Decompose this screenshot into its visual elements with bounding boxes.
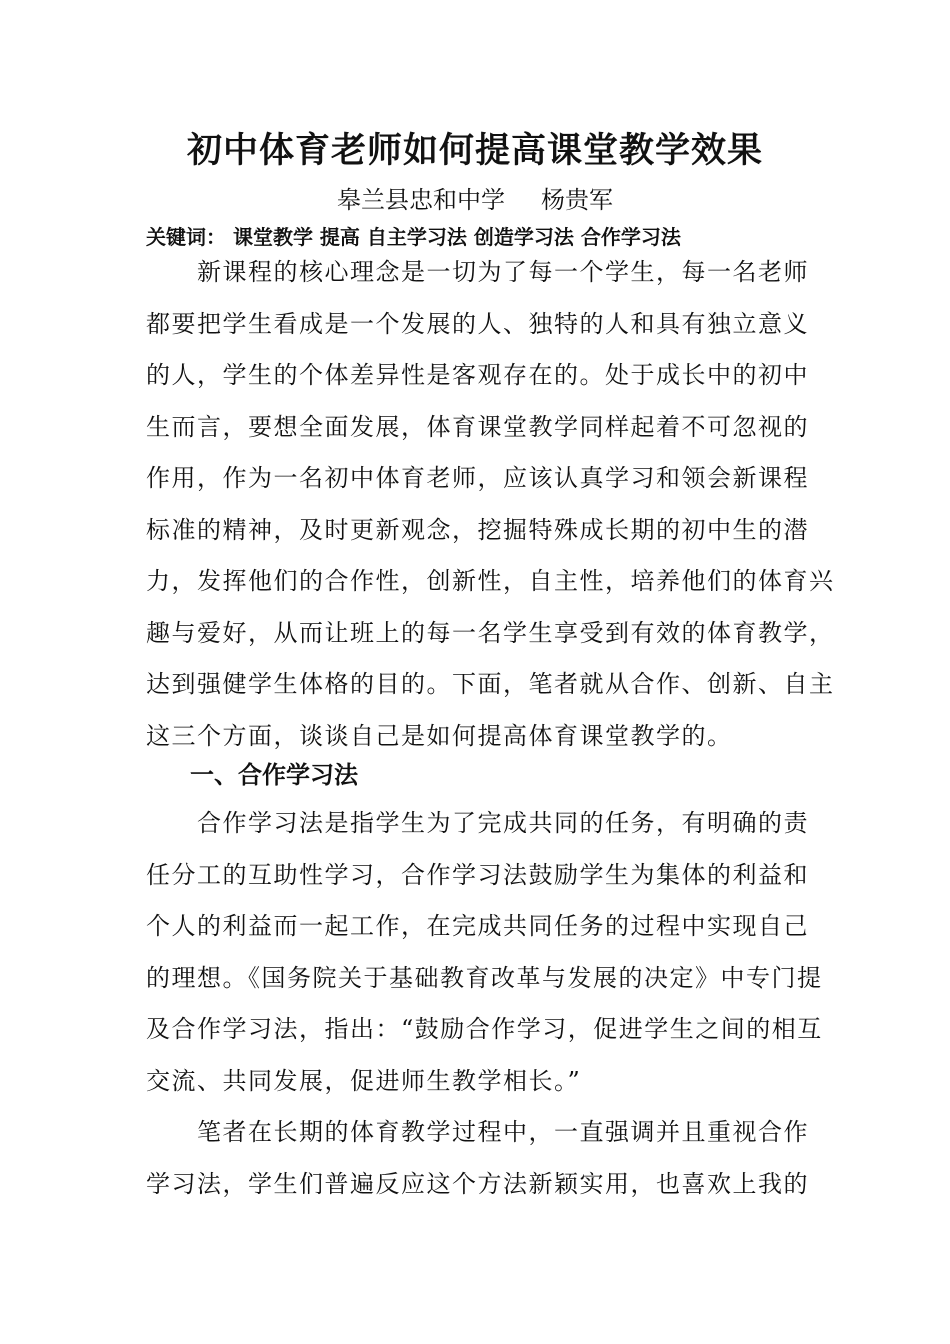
text-line: 新课程的核心理念是一切为了每一个学生，每一名老师: [146, 258, 809, 286]
keywords-list: 课堂教学 提高 自主学习法 创造学习法 合作学习法: [232, 225, 681, 249]
text-line: 合作学习法是指学生为了完成共同的任务，有明确的责: [146, 809, 809, 837]
paragraph-intro: [146, 247, 835, 762]
text-line: 标准的精神，及时更新观念，挖掘特殊成长期的初中生的潜: [146, 515, 809, 544]
text-line: 任分工的互助性学习，合作学习法鼓励学生为集体的利益和: [146, 860, 809, 889]
text-line: 达到强健学生体格的目的。下面，笔者就从合作、创新、自主: [146, 670, 835, 698]
text-line: 及合作学习法，指出：“鼓励合作学习，促进学生之间的相互: [146, 1015, 823, 1043]
paragraph-cooperative-definition: [146, 798, 823, 1107]
text-line: 的人，学生的个体差异性是客观存在的。处于成长中的初中: [146, 361, 809, 389]
author-name: 杨贵军: [541, 186, 613, 214]
text-line: 个人的利益而一起工作，在完成共同任务的过程中实现自己: [146, 912, 809, 940]
text-line: 趣与爱好，从而让班上的每一名学生享受到有效的体育教学，: [146, 618, 835, 647]
text-line: 笔者在长期的体育教学过程中，一直强调并且重视合作: [146, 1118, 809, 1146]
text-line: 的理想。《国务院关于基础教育改革与发展的决定》中专门提: [146, 963, 823, 992]
author-byline: [0, 184, 950, 216]
document-title: 初中体育老师如何提高课堂教学效果: [186, 130, 763, 171]
text-line: 力，发挥他们的合作性，创新性，自主性，培养他们的体育兴: [146, 567, 835, 595]
paragraph-author-experience: [146, 1107, 810, 1210]
text-line: 作用，作为一名初中体育老师，应该认真学习和领会新课程: [146, 464, 809, 492]
text-line: 这三个方面，谈谈自己是如何提高体育课堂教学的。: [146, 721, 733, 750]
text-line: 都要把学生看成是一个发展的人、独特的人和具有独立意义: [146, 309, 809, 338]
text-line: 生而言，要想全面发展，体育课堂教学同样起着不可忽视的: [146, 412, 809, 441]
author-school: 皋兰县忠和中学: [337, 186, 505, 214]
keywords-label: 关键词：: [146, 225, 226, 249]
text-line: 交流、共同发展，促进师生教学相长。”: [146, 1066, 582, 1095]
section-heading-cooperative-learning: 一、合作学习法: [190, 761, 358, 789]
text-line: 学习法，学生们普遍反应这个方法新颖实用，也喜欢上我的: [146, 1169, 809, 1198]
